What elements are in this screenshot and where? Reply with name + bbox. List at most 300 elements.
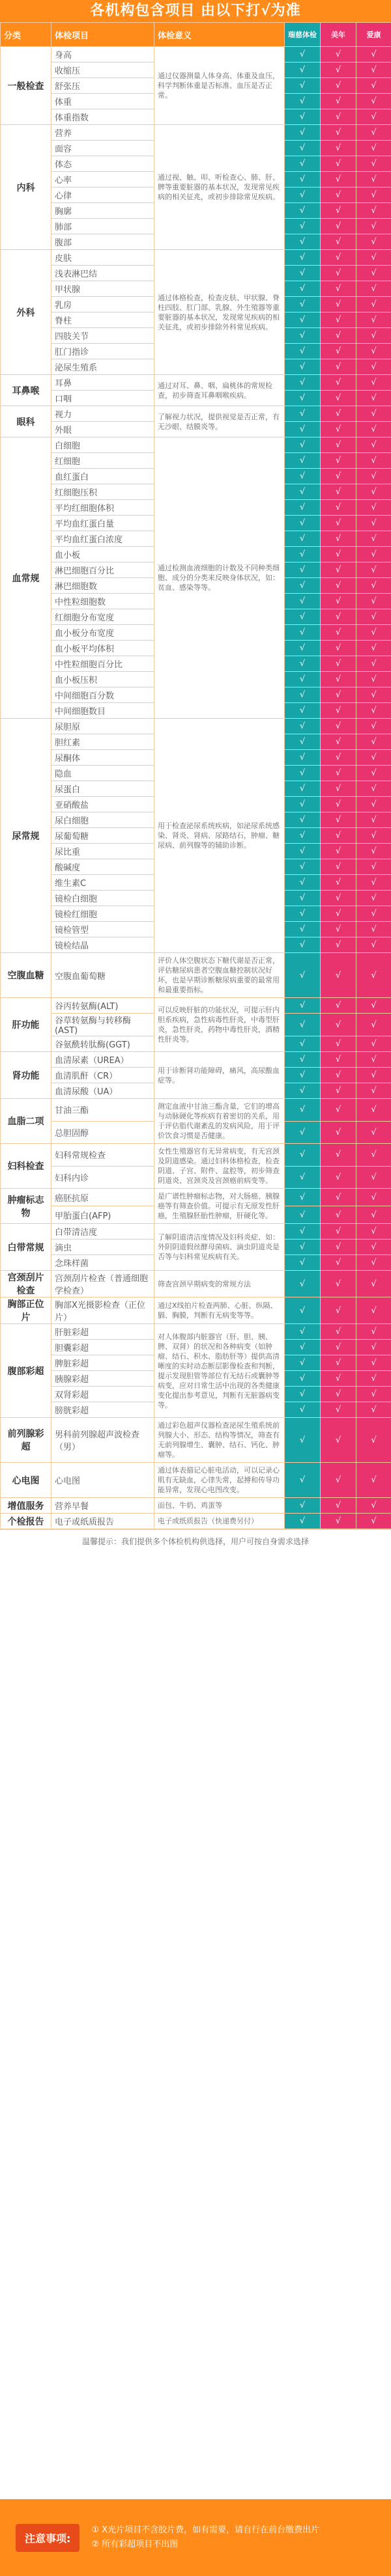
item-cell: 白带清洁度 xyxy=(51,1224,154,1240)
check-mark-2: √ xyxy=(321,625,356,641)
check-mark-1: √ xyxy=(285,578,321,594)
item-cell: 外眼 xyxy=(51,422,154,437)
check-mark-3: √ xyxy=(356,562,391,578)
check-mark-3: √ xyxy=(356,1340,391,1355)
check-mark-3: √ xyxy=(356,281,391,297)
item-cell: 镜检红细胞 xyxy=(51,906,154,922)
table-row xyxy=(1,1418,391,1463)
item-cell: 胸部X光摄影检查（正位片） xyxy=(51,1297,154,1324)
check-mark-2: √ xyxy=(321,719,356,734)
item-cell: 泌尿生殖系 xyxy=(51,359,154,375)
check-mark-2: √ xyxy=(321,203,356,219)
check-mark-3: √ xyxy=(356,422,391,437)
check-mark-2: √ xyxy=(321,500,356,516)
item-cell: 癌胚抗原 xyxy=(51,1189,154,1206)
check-mark-3: √ xyxy=(356,1052,391,1068)
footer-tip: 温馨提示：我们提供多个体检机构供选择，用户可按自身需求选择 xyxy=(0,1529,391,1553)
check-mark-2: √ xyxy=(321,922,356,937)
check-mark-1: √ xyxy=(285,1036,321,1052)
item-cell: 中性粒细胞数 xyxy=(51,594,154,609)
check-mark-3: √ xyxy=(356,109,391,125)
check-mark-1: √ xyxy=(285,1514,321,1529)
check-mark-2: √ xyxy=(321,609,356,625)
item-cell: 平均血红蛋白量 xyxy=(51,516,154,531)
item-cell: 尿比重 xyxy=(51,844,154,859)
item-cell: 脾脏彩超 xyxy=(51,1355,154,1371)
check-mark-3: √ xyxy=(356,641,391,656)
table-row xyxy=(1,437,391,453)
check-mark-1: √ xyxy=(285,812,321,828)
check-mark-2: √ xyxy=(321,1014,356,1036)
check-mark-3: √ xyxy=(356,875,391,891)
item-cell: 妇科常规检查 xyxy=(51,1144,154,1167)
check-mark-1: √ xyxy=(285,1099,321,1122)
check-mark-2: √ xyxy=(321,750,356,766)
check-mark-3: √ xyxy=(356,844,391,859)
category-cell: 血常规 xyxy=(1,437,51,719)
item-cell: 白细胞 xyxy=(51,437,154,453)
check-mark-2: √ xyxy=(321,531,356,547)
meaning-cell: 女性生殖器官有无异常病变，有无宫颈及阴道感染。通过妇科体格检查，检查阴道、子宫、附件、盆腔等，初步筛查阴道炎、宫颈炎及宫颈癌前病变等。 xyxy=(154,1144,285,1189)
check-mark-3: √ xyxy=(356,266,391,281)
table-row xyxy=(1,125,391,141)
check-mark-2: √ xyxy=(321,391,356,406)
check-mark-2: √ xyxy=(321,1036,356,1052)
category-cell: 内科 xyxy=(1,125,51,250)
item-cell: 体态 xyxy=(51,156,154,172)
table-row xyxy=(1,1297,391,1324)
item-cell: 胆红素 xyxy=(51,734,154,750)
category-cell: 眼科 xyxy=(1,406,51,437)
check-mark-2: √ xyxy=(321,1121,356,1144)
check-mark-2: √ xyxy=(321,266,356,281)
check-mark-2: √ xyxy=(321,141,356,156)
check-mark-1: √ xyxy=(285,1052,321,1068)
item-cell: 平均红细胞体积 xyxy=(51,500,154,516)
item-cell: 隐血 xyxy=(51,766,154,781)
meaning-cell: 面包、牛奶、鸡蛋等 xyxy=(154,1498,285,1514)
check-mark-1: √ xyxy=(285,750,321,766)
check-mark-3: √ xyxy=(356,1402,391,1418)
check-mark-1: √ xyxy=(285,1498,321,1514)
check-mark-1: √ xyxy=(285,1206,321,1224)
check-mark-3: √ xyxy=(356,1418,391,1463)
table-row xyxy=(1,1189,391,1206)
check-mark-2: √ xyxy=(321,953,356,998)
page-title: 各机构包含项目 由以下打√为准 xyxy=(0,0,391,22)
item-cell: 甘油三酯 xyxy=(51,1099,154,1122)
item-cell: 胸廓 xyxy=(51,203,154,219)
check-mark-2: √ xyxy=(321,578,356,594)
item-cell: 谷丙转氨酶(ALT) xyxy=(51,998,154,1014)
item-cell: 尿白细胞 xyxy=(51,812,154,828)
check-mark-3: √ xyxy=(356,812,391,828)
check-mark-3: √ xyxy=(356,359,391,375)
check-mark-1: √ xyxy=(285,594,321,609)
category-cell: 宫颈刮片检查 xyxy=(1,1271,51,1297)
check-mark-1: √ xyxy=(285,906,321,922)
check-mark-2: √ xyxy=(321,422,356,437)
item-cell: 乳房 xyxy=(51,297,154,312)
check-mark-3: √ xyxy=(356,1297,391,1324)
check-mark-1: √ xyxy=(285,219,321,234)
check-mark-2: √ xyxy=(321,1271,356,1297)
item-cell: 念珠样菌 xyxy=(51,1255,154,1271)
item-cell: 甲胎蛋白(AFP) xyxy=(51,1206,154,1224)
check-mark-3: √ xyxy=(356,1387,391,1402)
check-mark-3: √ xyxy=(356,828,391,844)
check-mark-2: √ xyxy=(321,937,356,953)
check-mark-1: √ xyxy=(285,156,321,172)
item-cell: 营养 xyxy=(51,125,154,141)
check-mark-3: √ xyxy=(356,1324,391,1340)
table-row xyxy=(1,1324,391,1340)
check-mark-2: √ xyxy=(321,1297,356,1324)
check-mark-3: √ xyxy=(356,141,391,156)
check-mark-1: √ xyxy=(285,828,321,844)
check-mark-2: √ xyxy=(321,672,356,687)
item-cell: 营养早餐 xyxy=(51,1498,154,1514)
table-row xyxy=(1,1271,391,1297)
category-cell: 胸部正位片 xyxy=(1,1297,51,1324)
check-mark-3: √ xyxy=(356,687,391,703)
check-mark-3: √ xyxy=(356,1144,391,1167)
item-cell: 尿酮体 xyxy=(51,750,154,766)
item-cell: 维生素C xyxy=(51,875,154,891)
check-mark-2: √ xyxy=(321,562,356,578)
meaning-cell: 对人体腹部内脏器官（肝、胆、胰、脾、双肾）的状况和各种病变（如肿瘤、结石、积水、脂肪肝等）提供高清晰度的实时动态断层影像检查和判断，提示发现胆管等部位有无结石或囊肿等病变，应对日常生活中出现的各类健康变化提出参考意见，判断有无脏器病变等。 xyxy=(154,1324,285,1418)
check-mark-1: √ xyxy=(285,844,321,859)
category-cell: 肾功能 xyxy=(1,1052,51,1099)
meaning-cell: 通过彩色超声仪器检查泌尿生殖系统前列腺大小、形态、结构等情况，筛查有无前列腺增生、囊肿、结石、钙化、肿瘤等。 xyxy=(154,1418,285,1463)
check-mark-1: √ xyxy=(285,766,321,781)
category-cell: 白带常规 xyxy=(1,1224,51,1271)
check-mark-2: √ xyxy=(321,156,356,172)
check-mark-3: √ xyxy=(356,1083,391,1099)
check-mark-2: √ xyxy=(321,859,356,875)
check-mark-1: √ xyxy=(285,1121,321,1144)
check-mark-1: √ xyxy=(285,172,321,187)
check-mark-1: √ xyxy=(285,547,321,562)
check-mark-1: √ xyxy=(285,312,321,328)
item-cell: 血小板平均体积 xyxy=(51,641,154,656)
check-mark-1: √ xyxy=(285,641,321,656)
item-cell: 脊柱 xyxy=(51,312,154,328)
check-mark-3: √ xyxy=(356,1206,391,1224)
item-cell: 血红蛋白 xyxy=(51,469,154,484)
check-mark-2: √ xyxy=(321,328,356,344)
check-mark-3: √ xyxy=(356,1271,391,1297)
item-cell: 肺部 xyxy=(51,219,154,234)
check-mark-3: √ xyxy=(356,672,391,687)
check-mark-3: √ xyxy=(356,1224,391,1240)
check-mark-1: √ xyxy=(285,187,321,203)
item-cell: 收缩压 xyxy=(51,62,154,78)
check-mark-3: √ xyxy=(356,625,391,641)
check-mark-2: √ xyxy=(321,703,356,719)
check-mark-1: √ xyxy=(285,344,321,359)
check-mark-3: √ xyxy=(356,656,391,672)
check-mark-3: √ xyxy=(356,328,391,344)
header-meaning: 体检意义 xyxy=(154,23,285,47)
item-cell: 尿胆原 xyxy=(51,719,154,734)
category-cell: 妇科检查 xyxy=(1,1144,51,1189)
check-mark-2: √ xyxy=(321,469,356,484)
check-mark-2: √ xyxy=(321,1402,356,1418)
check-mark-3: √ xyxy=(356,1498,391,1514)
check-mark-1: √ xyxy=(285,1463,321,1498)
check-mark-3: √ xyxy=(356,1240,391,1255)
check-mark-2: √ xyxy=(321,47,356,62)
check-mark-1: √ xyxy=(285,1402,321,1418)
check-mark-3: √ xyxy=(356,172,391,187)
check-mark-2: √ xyxy=(321,1340,356,1355)
check-mark-1: √ xyxy=(285,266,321,281)
check-mark-2: √ xyxy=(321,312,356,328)
check-mark-3: √ xyxy=(356,998,391,1014)
check-mark-3: √ xyxy=(356,906,391,922)
check-mark-3: √ xyxy=(356,312,391,328)
check-mark-2: √ xyxy=(321,781,356,797)
item-cell: 甲状腺 xyxy=(51,281,154,297)
item-cell: 四肢关节 xyxy=(51,328,154,344)
category-cell: 心电图 xyxy=(1,1463,51,1498)
check-mark-3: √ xyxy=(356,1355,391,1371)
check-mark-3: √ xyxy=(356,609,391,625)
check-mark-1: √ xyxy=(285,531,321,547)
check-mark-3: √ xyxy=(356,156,391,172)
check-mark-1: √ xyxy=(285,625,321,641)
check-mark-1: √ xyxy=(285,469,321,484)
check-mark-1: √ xyxy=(285,141,321,156)
check-mark-3: √ xyxy=(356,500,391,516)
check-mark-1: √ xyxy=(285,1297,321,1324)
item-cell: 血小板 xyxy=(51,547,154,562)
check-mark-1: √ xyxy=(285,922,321,937)
check-mark-3: √ xyxy=(356,859,391,875)
meaning-cell: 了解视力状况，提供视觉是否正常，有无沙眼、结膜炎等。 xyxy=(154,406,285,437)
check-mark-3: √ xyxy=(356,219,391,234)
check-mark-1: √ xyxy=(285,1240,321,1255)
meaning-cell: 通过仪器测量人体身高、体重及血压，科学判断体重是否标准、血压是否正常。 xyxy=(154,47,285,125)
check-mark-2: √ xyxy=(321,250,356,266)
check-mark-2: √ xyxy=(321,998,356,1014)
check-mark-3: √ xyxy=(356,578,391,594)
check-mark-2: √ xyxy=(321,125,356,141)
check-mark-2: √ xyxy=(321,891,356,906)
meaning-cell: 用于诊断肾功能障碍，痛风，高尿酸血症等。 xyxy=(154,1052,285,1099)
check-mark-2: √ xyxy=(321,656,356,672)
check-mark-3: √ xyxy=(356,1371,391,1387)
category-cell: 尿常规 xyxy=(1,719,51,953)
item-cell: 镜检白细胞 xyxy=(51,891,154,906)
check-mark-1: √ xyxy=(285,875,321,891)
item-cell: 肛门指诊 xyxy=(51,344,154,359)
check-mark-2: √ xyxy=(321,406,356,422)
check-mark-3: √ xyxy=(356,703,391,719)
item-cell: 淋巴细胞百分比 xyxy=(51,562,154,578)
check-mark-3: √ xyxy=(356,1166,391,1189)
check-mark-1: √ xyxy=(285,422,321,437)
table-row xyxy=(1,47,391,62)
check-mark-3: √ xyxy=(356,953,391,998)
check-mark-3: √ xyxy=(356,547,391,562)
item-cell: 血小板压积 xyxy=(51,672,154,687)
table-row xyxy=(1,1144,391,1167)
item-cell: 镜检结晶 xyxy=(51,937,154,953)
check-mark-3: √ xyxy=(356,375,391,391)
check-mark-1: √ xyxy=(285,687,321,703)
table-row xyxy=(1,998,391,1014)
table-row xyxy=(1,1224,391,1240)
check-mark-2: √ xyxy=(321,594,356,609)
check-mark-2: √ xyxy=(321,1083,356,1099)
check-mark-2: √ xyxy=(321,1463,356,1498)
item-cell: 电子或纸质报告 xyxy=(51,1514,154,1529)
header-item: 体检项目 xyxy=(51,23,154,47)
item-cell: 红细胞 xyxy=(51,453,154,469)
check-mark-3: √ xyxy=(356,531,391,547)
item-cell: 亚硝酸盐 xyxy=(51,797,154,812)
item-cell: 血清尿素（UREA） xyxy=(51,1052,154,1068)
item-cell: 视力 xyxy=(51,406,154,422)
check-mark-1: √ xyxy=(285,1144,321,1167)
meaning-cell: 是广谱性肿瘤标志物，对大肠癌、胰腺癌等有筛查价值。可提示有无原发性肝癌，生殖腺胚胎性肿瘤，肝硬化等。 xyxy=(154,1189,285,1224)
check-mark-1: √ xyxy=(285,703,321,719)
item-cell: 面容 xyxy=(51,141,154,156)
item-cell: 体重指数 xyxy=(51,109,154,125)
check-mark-2: √ xyxy=(321,875,356,891)
check-mark-2: √ xyxy=(321,62,356,78)
check-mark-2: √ xyxy=(321,687,356,703)
check-mark-1: √ xyxy=(285,109,321,125)
check-mark-2: √ xyxy=(321,78,356,94)
check-mark-3: √ xyxy=(356,78,391,94)
check-mark-3: √ xyxy=(356,187,391,203)
check-mark-3: √ xyxy=(356,1014,391,1036)
check-mark-1: √ xyxy=(285,250,321,266)
check-mark-3: √ xyxy=(356,203,391,219)
check-mark-3: √ xyxy=(356,406,391,422)
check-mark-3: √ xyxy=(356,750,391,766)
item-cell: 胰腺彩超 xyxy=(51,1371,154,1387)
category-cell: 外科 xyxy=(1,250,51,375)
check-mark-3: √ xyxy=(356,937,391,953)
check-mark-1: √ xyxy=(285,1355,321,1371)
check-mark-1: √ xyxy=(285,734,321,750)
check-mark-2: √ xyxy=(321,641,356,656)
check-mark-3: √ xyxy=(356,94,391,109)
item-cell: 淋巴细胞数 xyxy=(51,578,154,594)
check-mark-1: √ xyxy=(285,656,321,672)
check-mark-1: √ xyxy=(285,1324,321,1340)
check-mark-3: √ xyxy=(356,766,391,781)
notice-line-2: ② 所有彩超项目不出图 xyxy=(91,2540,179,2549)
meaning-cell: 通过检测血液细胞的计数及不同种类细胞、成分的分类来反映身体状况，如：贫血、感染等等。 xyxy=(154,437,285,719)
item-cell: 心率 xyxy=(51,172,154,187)
check-mark-3: √ xyxy=(356,250,391,266)
check-mark-2: √ xyxy=(321,1324,356,1340)
check-mark-1: √ xyxy=(285,516,321,531)
check-mark-1: √ xyxy=(285,47,321,62)
check-mark-1: √ xyxy=(285,1271,321,1297)
item-cell: 浅表淋巴结 xyxy=(51,266,154,281)
check-mark-2: √ xyxy=(321,281,356,297)
item-cell: 宫颈刮片检查（普通细胞学检查） xyxy=(51,1271,154,1297)
item-cell: 中间细胞百分数 xyxy=(51,687,154,703)
item-cell: 血清尿酸（UA） xyxy=(51,1083,154,1099)
check-mark-3: √ xyxy=(356,516,391,531)
meaning-cell: 通过体格检查，检查皮肤、甲状腺、脊柱四肢、肛门部、乳腺、外生殖器等重要脏器的基本状况，发现常见疾病的相关征兆，或初步排除外科常见疾病。 xyxy=(154,250,285,375)
item-cell: 男科前列腺超声波检查（男） xyxy=(51,1418,154,1463)
check-mark-1: √ xyxy=(285,359,321,375)
table-row xyxy=(1,406,391,422)
check-mark-1: √ xyxy=(285,859,321,875)
check-mark-3: √ xyxy=(356,594,391,609)
table-row xyxy=(1,1498,391,1514)
check-mark-3: √ xyxy=(356,437,391,453)
item-cell: 心电图 xyxy=(51,1463,154,1498)
check-mark-3: √ xyxy=(356,922,391,937)
table-row xyxy=(1,1099,391,1122)
check-mark-3: √ xyxy=(356,1121,391,1144)
item-cell: 双肾彩超 xyxy=(51,1387,154,1402)
check-mark-2: √ xyxy=(321,1240,356,1255)
check-mark-3: √ xyxy=(356,1068,391,1083)
item-cell: 耳鼻 xyxy=(51,375,154,391)
check-mark-1: √ xyxy=(285,1387,321,1402)
header-institution-1: 瑞慈体检 xyxy=(285,23,321,47)
check-mark-2: √ xyxy=(321,1498,356,1514)
check-mark-2: √ xyxy=(321,906,356,922)
meaning-cell: 用于检查泌尿系统疾病，如泌尿系统感染、肾炎、肾病、尿路结石，肿瘤、糖尿病、前列腺等的辅助诊断。 xyxy=(154,719,285,953)
check-mark-3: √ xyxy=(356,62,391,78)
check-mark-1: √ xyxy=(285,1068,321,1083)
check-mark-1: √ xyxy=(285,62,321,78)
check-mark-3: √ xyxy=(356,1036,391,1052)
check-mark-3: √ xyxy=(356,453,391,469)
check-mark-1: √ xyxy=(285,406,321,422)
header-institution-3: 爱康 xyxy=(356,23,391,47)
item-cell: 酸碱度 xyxy=(51,859,154,875)
item-cell: 皮肤 xyxy=(51,250,154,266)
check-mark-3: √ xyxy=(356,484,391,500)
check-mark-1: √ xyxy=(285,453,321,469)
notice-label: 注意事项: xyxy=(16,2524,80,2552)
category-cell: 增值服务 xyxy=(1,1498,51,1514)
item-cell: 平均血红蛋白浓度 xyxy=(51,531,154,547)
header-category: 分类 xyxy=(1,23,51,47)
check-mark-3: √ xyxy=(356,1255,391,1271)
check-mark-2: √ xyxy=(321,797,356,812)
check-mark-1: √ xyxy=(285,234,321,250)
item-cell: 尿葡萄糖 xyxy=(51,828,154,844)
check-mark-2: √ xyxy=(321,766,356,781)
category-cell: 血脂二项 xyxy=(1,1099,51,1144)
item-cell: 心律 xyxy=(51,187,154,203)
meaning-cell: 可以反映肝脏的功能状况，可提示肝内胆系疾病，急性病毒性肝炎，中毒型肝炎，急性肝炎，药物中毒性肝炎，酒精性肝炎等。 xyxy=(154,998,285,1052)
item-cell: 谷氨酰转肽酶(GGT) xyxy=(51,1036,154,1052)
check-mark-3: √ xyxy=(356,797,391,812)
category-cell: 耳鼻喉 xyxy=(1,375,51,406)
item-cell: 尿蛋白 xyxy=(51,781,154,797)
meaning-cell: 电子或纸质报告（快递费另付） xyxy=(154,1514,285,1529)
check-mark-2: √ xyxy=(321,1255,356,1271)
item-cell: 膀胱彩超 xyxy=(51,1402,154,1418)
check-mark-3: √ xyxy=(356,1099,391,1122)
check-mark-1: √ xyxy=(285,562,321,578)
item-cell: 口咽 xyxy=(51,391,154,406)
